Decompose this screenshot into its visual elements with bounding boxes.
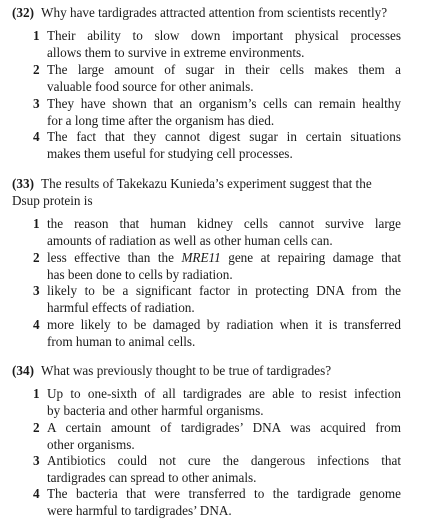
answer-option-4[interactable] [33,128,401,162]
option-text-line: tardigrades can spread to other animals. [47,470,257,485]
option-text-line: were harmful to tardigrades’ DNA. [47,503,232,518]
option-number: 3 [33,283,40,298]
option-text-line: Their ability to slow down important physical processes [47,28,401,43]
option-number: 2 [33,62,40,77]
gene-name: MRE11 [181,250,221,265]
question-number: (32) [12,5,34,20]
question-stem [12,362,404,379]
answer-option-1[interactable] [33,215,401,249]
option-number: 1 [33,386,40,401]
question-text: Why have tardigrades attracted attention from scientists recently? [41,5,388,20]
question-number: (34) [12,363,34,378]
option-number: 2 [33,420,40,435]
option-text-line: They have shown that an organism’s cells can remain healthy [47,96,401,111]
option-text-line: valuable food source for other animals. [47,79,254,94]
option-text-segment: less effective than the [47,250,182,265]
option-text-line: likely to be a significant factor in protecting DNA from the [47,283,401,298]
option-number: 3 [33,96,40,111]
option-number: 2 [33,250,40,265]
answer-option-3[interactable] [33,452,401,486]
answer-option-2[interactable] [33,249,401,283]
option-text-line: the reason that human kidney cells cannot survive large [47,216,401,231]
answer-option-2[interactable] [33,419,401,453]
answer-option-1[interactable] [33,385,401,419]
option-text-line: amounts of radiation as well as other human cells can. [47,233,333,248]
option-number: 4 [33,317,40,332]
option-text-line: Up to one-sixth of all tardigrades are able to resist infection [47,386,401,401]
option-text-segment: gene at repairing damage that [220,250,401,265]
answer-option-3[interactable] [33,95,401,129]
option-number: 1 [33,216,40,231]
option-text-line: by bacteria and other harmful organisms. [47,403,264,418]
option-text-line: for a long time after the organism has died. [47,113,275,128]
option-text-line: harmful effects of radiation. [47,300,195,315]
option-text-line: Antibiotics could not cure the dangerous infections that [47,453,401,468]
option-text-line: from human to animal cells. [47,334,196,349]
option-number: 3 [33,453,40,468]
option-text-line: allows them to survive in extreme environments. [47,45,305,60]
option-text-line: makes them useful for studying cell processes. [47,146,293,161]
option-number: 4 [33,486,40,501]
question-stem [12,4,404,21]
option-text-line: other organisms. [47,437,135,452]
question-text-line: The results of Takekazu Kunieda’s experiment suggest that the [41,176,372,191]
answer-option-1[interactable] [33,27,401,61]
option-text-line: A certain amount of tardigrades’ DNA was acquired from [47,420,401,435]
answer-option-4[interactable] [33,316,401,350]
question-text-line: Dsup protein is [12,193,93,208]
option-number: 1 [33,28,40,43]
question-number: (33) [12,176,34,191]
option-text-line: The large amount of sugar in their cells makes them a [47,62,401,77]
answer-option-4[interactable] [33,485,401,519]
option-text-line: The bacteria that were transferred to the tardigrade genome [47,486,401,501]
question-stem-continued [12,192,404,209]
option-text-line: has been done to cells by radiation. [47,267,233,282]
question-text: What was previously thought to be true of tardigrades? [41,363,332,378]
question-stem [12,175,404,192]
option-text-line: The fact that they cannot digest sugar in certain situations [47,129,401,144]
option-number: 4 [33,129,40,144]
option-text-line [47,249,401,266]
option-text-line: more likely to be damaged by radiation when it is transferred [47,317,401,332]
answer-option-2[interactable] [33,61,401,95]
answer-option-3[interactable] [33,282,401,316]
